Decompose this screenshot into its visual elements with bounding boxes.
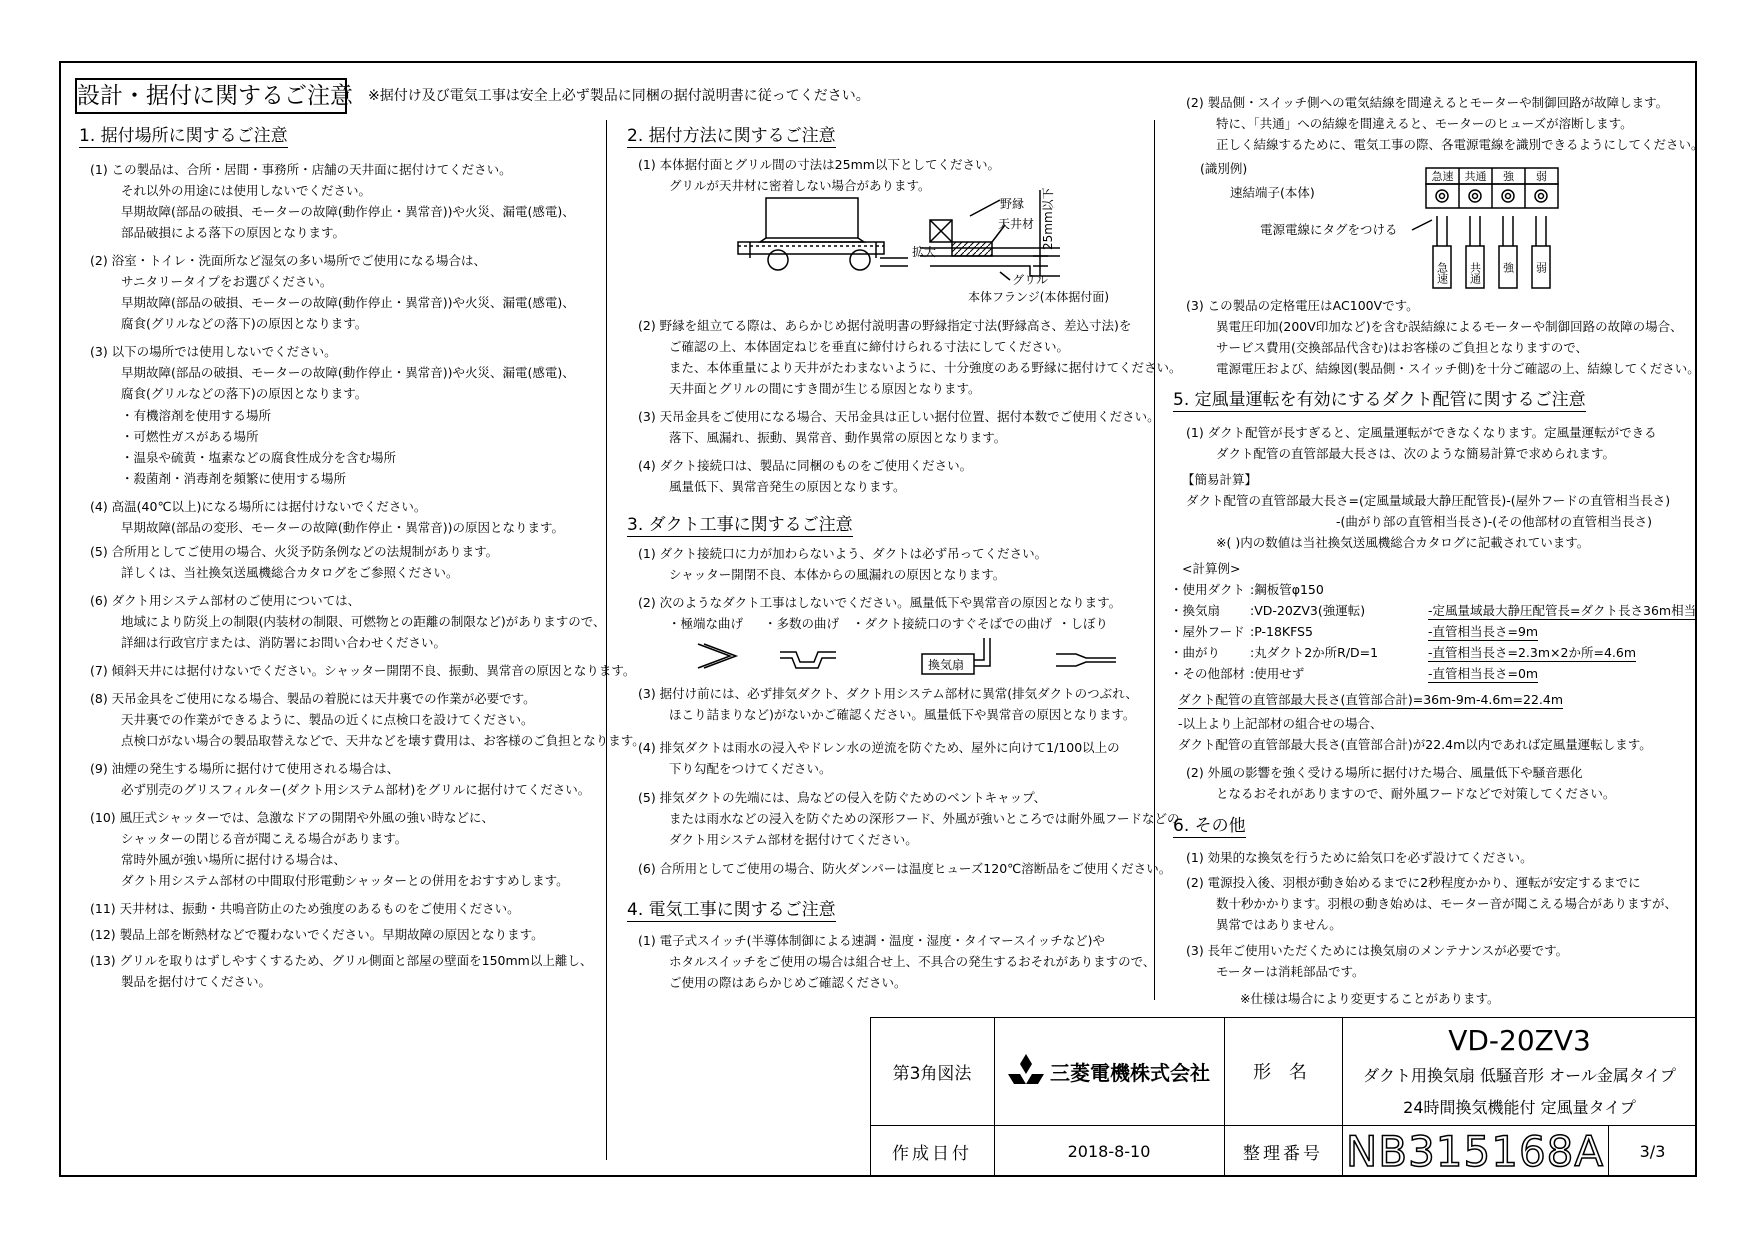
doc-number: NB315168A xyxy=(1345,1126,1605,1176)
calc-v: :VD-20ZV3(強運転) xyxy=(1250,603,1366,618)
label-grille: グリル xyxy=(1012,273,1049,287)
text-line: シャッター開閉不良、本体からの風漏れの原因となります。 xyxy=(669,567,1006,582)
duct-example-label: ・しぼり xyxy=(1058,616,1109,631)
text-line: ダクト配管の直管部最大長さは、次のような簡易計算で求められます。 xyxy=(1216,446,1616,461)
calc-v: :P-18KFS5 xyxy=(1250,624,1313,639)
constriction-icon xyxy=(1056,654,1116,658)
text-line: (2) 次のようなダクト工事はしないでください。風量低下や異常音の原因となります。 xyxy=(638,595,1122,610)
multi-bend-icon xyxy=(780,652,836,662)
text-line: (3) 以下の場所では使用しないでください。 xyxy=(90,344,337,359)
text-line: (2) 外風の影響を強く受ける場所に据付けた場合、風量低下や騒音悪化 xyxy=(1186,765,1583,780)
section-title-4: 4. 電気工事に関するご注意 xyxy=(627,900,836,920)
text-line: 天井裏での作業ができるように、製品の近くに点検口を設けてください。 xyxy=(121,712,534,727)
calc-r: -直管相当長さ=9m xyxy=(1428,624,1539,639)
section-title-6: 6. その他 xyxy=(1173,816,1246,836)
header-note: ※据付け及び電気工事は安全上必ず製品に同梱の据付説明書に従ってください。 xyxy=(368,88,870,104)
text-line: (4) 高温(40℃以上)になる場所には据付けないでください。 xyxy=(90,499,427,514)
text-line: (2) 浴室・トイレ・洗面所など湿気の多い場所でご使用になる場合は、 xyxy=(90,253,487,268)
text-line: 早期故障(部品の破損、モーターの故障(動作停止・異常音))や火災、漏電(感電)、 xyxy=(121,295,575,310)
text-line: (1) ダクト配管が長すぎると、定風量運転ができなくなります。定風量運転ができる xyxy=(1186,425,1657,440)
projection-method: 第3角図法 xyxy=(892,1063,972,1084)
section-title-5: 5. 定風量運転を有効にするダクト配管に関するご注意 xyxy=(1173,390,1586,410)
text-line: (6) 合所用としてご使用の場合、防火ダンパーは温度ヒューズ120℃溶断品をご使用ください。 xyxy=(638,861,1172,876)
text-line: (1) 本体据付面とグリル間の寸法は25mm以下としてください。 xyxy=(638,157,1000,172)
text-line: 風量低下、異常音発生の原因となります。 xyxy=(669,479,906,494)
text-line: <計算例> xyxy=(1182,561,1241,576)
section-title-1: 1. 据付場所に関するご注意 xyxy=(79,126,288,146)
mitsubishi-logo-icon xyxy=(1008,1054,1044,1088)
terminal-header-4: 弱 xyxy=(1536,170,1547,183)
calc-k: ・使用ダクト xyxy=(1170,582,1246,597)
text-line: (12) 製品上部を断熱材などで覆わないでください。早期故障の原因となります。 xyxy=(90,927,544,942)
company-name: 三菱電機株式会社 xyxy=(1050,1060,1210,1085)
calc-v: :丸ダクト2か所R/D=1 xyxy=(1250,645,1379,660)
terminal-header-3: 強 xyxy=(1503,170,1514,183)
text-line: シャッターの閉じる音が聞こえる場合があります。 xyxy=(121,831,408,846)
doc-number-label: 整理番号 xyxy=(1243,1143,1323,1164)
text-line: 正しく結線するために、電気工事の際、各電源電線を識別できるようにしてください。 xyxy=(1216,137,1704,152)
text-line: ホタルスイッチをご使用の場合は組合せ上、不具合の発生するおそれがありますので、 xyxy=(669,954,1156,969)
text-line: ご確認の上、本体固定ねじを垂直に締付けられる寸法にしてください。 xyxy=(669,339,1070,354)
text-line: 部品破損による落下の原因となります。 xyxy=(121,225,346,240)
model-label: 形 名 xyxy=(1253,1062,1313,1083)
company-logo xyxy=(994,1017,1224,1125)
text-line: (3) 据付け前には、必ず排気ダクト、ダクト用システム部材に異常(排気ダクトのつぶれ、 xyxy=(638,686,1138,701)
text-line: 異常ではありません。 xyxy=(1216,917,1342,932)
text-line: サニタリータイプをお選びください。 xyxy=(121,274,333,289)
calc-k: ・屋外フード xyxy=(1170,624,1245,639)
text-line: (1) この製品は、合所・居間・事務所・店舗の天井面に据付けてください。 xyxy=(90,162,512,177)
text-line: ダクト配管の直管部最大長さ=(定風量域最大静圧配管長)-(屋外フードの直管相当長さ) xyxy=(1186,493,1671,508)
text-line: サービス費用(交換部品代含む)はお客様のご負担となりますので、 xyxy=(1216,340,1589,355)
text-line: 常時外風が強い場所に据付ける場合は、 xyxy=(121,852,347,867)
text-line: (9) 油煙の発生する場所に据付けて使用される場合は、 xyxy=(90,761,400,776)
duct-example-label: ・多数の曲げ xyxy=(764,616,840,631)
calc-k: ・その他部材 xyxy=(1170,666,1246,681)
calc-v: :使用せず xyxy=(1250,666,1305,681)
text-line: 詳しくは、当社換気送風機総合カタログをご参照ください。 xyxy=(121,565,459,580)
text-line: グリルが天井材に密着しない場合があります。 xyxy=(669,178,931,193)
label-tenjozai: 天井材 xyxy=(998,217,1035,231)
text-line: (2) 電源投入後、羽根が動き始めるまでに2秒程度かかり、運転が安定するまでに xyxy=(1186,875,1641,890)
calc-k: ・換気扇 xyxy=(1170,603,1221,618)
terminal-header-1: 急速 xyxy=(1431,170,1454,183)
text-line: 詳細は行政官庁または、消防署にお問い合わせください。 xyxy=(121,635,447,650)
model-desc-2: 24時間換気機能付 定風量タイプ xyxy=(1403,1097,1636,1117)
text-line: (2) 製品側・スイッチ側への電気結線を間違えるとモーターや制御回路が故障します。 xyxy=(1186,95,1669,110)
text-line: 腐食(グリルなどの落下)の原因となります。 xyxy=(121,386,368,401)
text-line: モーターは消耗部品です。 xyxy=(1216,964,1365,979)
section-title-2: 2. 据付方法に関するご注意 xyxy=(627,126,836,146)
calc-r: -直管相当長さ=2.3m×2か所=4.6m xyxy=(1428,645,1636,660)
tag-label: 電源電線にタグをつける xyxy=(1260,222,1398,237)
calc-r: -定風量域最大静圧配管長=ダクト長さ36m相当 xyxy=(1428,603,1697,618)
text-line: ・可燃性ガスがある場所 xyxy=(121,429,259,444)
duct-examples-figure xyxy=(690,638,1130,680)
zoom-circle-right xyxy=(850,250,870,270)
text-line: (10) 風圧式シャッターでは、急激なドアの開閉や外風の強い時などに、 xyxy=(90,810,495,825)
text-line: 【簡易計算】 xyxy=(1182,472,1258,487)
text-line: 必ず別売のグリスフィルター(ダクト用システム部材)をグリルに据付けてください。 xyxy=(121,782,591,797)
text-line: ダクト用システム部材の中間取付形電動シャッターとの併用をおすすめします。 xyxy=(121,873,569,888)
text-line: (3) この製品の定格電圧はAC100Vです。 xyxy=(1186,298,1419,313)
wire-tag-4: 弱 xyxy=(1534,262,1548,273)
model-desc-1: ダクト用換気扇 低騒音形 オール金属タイプ xyxy=(1362,1065,1677,1085)
text-line: 地域により防災上の制限(内装材の制限、可燃物との距離の制限など)がありますので、 xyxy=(121,614,606,629)
wire-tag-3: 強 xyxy=(1501,262,1515,273)
text-line: 天井面とグリルの間にすき間が生じる原因となります。 xyxy=(669,381,981,396)
wire-tag-1: 急速 xyxy=(1435,262,1449,284)
text-line: ・有機溶剤を使用する場所 xyxy=(121,408,272,423)
text-line: ダクト用システム部材を据付けてください。 xyxy=(669,832,918,847)
text-line: 数十秒かかります。羽根の動き始めは、モーター音が聞こえる場合がありますが、 xyxy=(1216,896,1678,911)
text-line: ほこり詰まりなど)がないかご確認ください。風量低下や異常音の原因となります。 xyxy=(669,707,1136,722)
text-line: (13) グリルを取りはずしやすくするため、グリル側面と部屋の壁面を150mm以上離し、 xyxy=(90,953,593,968)
text-line: または雨水などの浸入を防ぐための深形フード、外風が強いところでは耐外風フードなどの xyxy=(669,811,1180,826)
installation-figure xyxy=(730,180,1140,310)
text-line: 異電圧印加(200V印加など)を含む誤結線によるモーターや制御回路の故障の場合、 xyxy=(1216,319,1683,334)
text-line: 早期故障(部品の破損、モーターの故障(動作停止・異常音))や火災、漏電(感電)、 xyxy=(121,365,575,380)
text-line: 早期故障(部品の変形、モーターの故障(動作停止・異常音))の原因となります。 xyxy=(121,520,565,535)
label-flange: 本体フランジ(本体据付面) xyxy=(968,290,1110,304)
text-line: (5) 合所用としてご使用の場合、火災予防条例などの法規制があります。 xyxy=(90,544,499,559)
column-divider xyxy=(606,120,607,1160)
text-line: -(曲がり部の直管相当長さ)-(その他部材の直管相当長さ) xyxy=(1336,514,1653,529)
text-line: また、本体重量により天井がたわまないように、十分強度のある野縁に据付けてください。 xyxy=(669,360,1182,375)
text-line: (4) ダクト接続口は、製品に同梱のものをご使用ください。 xyxy=(638,458,973,473)
date-label: 作成日付 xyxy=(892,1143,972,1164)
section-title-3: 3. ダクト工事に関するご注意 xyxy=(627,515,853,535)
text-line: 点検口がない場合の製品取替えなどで、天井などを壊す費用は、お客様のご負担となります。 xyxy=(121,733,645,748)
text-line: (11) 天井材は、振動・共鳴音防止のため強度のあるものをご使用ください。 xyxy=(90,901,520,916)
text-line: ・温泉や硫黄・塩素などの腐食性成分を含む場所 xyxy=(121,450,397,465)
fan-body xyxy=(766,198,858,238)
duct-example-label: ・極端な曲げ xyxy=(668,616,744,631)
text-line: (識別例) xyxy=(1200,161,1248,176)
text-line: -以上より上記部材の組合せの場合、 xyxy=(1178,716,1383,731)
text-line: ・殺菌剤・消毒剤を頻繁に使用する場所 xyxy=(121,471,347,486)
ceiling-left xyxy=(738,242,884,254)
text-line: ダクト配管の直管部最大長さ(直管部合計)=36m-9m-4.6m=22.4m xyxy=(1178,692,1563,707)
text-line: 早期故障(部品の破損、モーターの故障(動作停止・異常音))や火災、漏電(感電)、 xyxy=(121,204,575,219)
tenjozai-box xyxy=(952,242,992,256)
calc-k: ・曲がり xyxy=(1170,645,1221,660)
label-dim: 25mm以下 xyxy=(1041,187,1055,250)
text-line: (3) 長年ご使用いただくためには換気扇のメンテナンスが必要です。 xyxy=(1186,943,1569,958)
text-line: それ以外の用途には使用しないでください。 xyxy=(121,183,372,198)
text-line: 落下、風漏れ、振動、異常音、動作異常の原因となります。 xyxy=(669,430,1007,445)
page-title: 設計・据付に関するご注意 xyxy=(75,78,347,114)
duct-fan-label: 換気扇 xyxy=(928,658,965,672)
text-line: (4) 排気ダクトは雨水の浸入やドレン水の逆流を防ぐため、屋外に向けて1/100以上の xyxy=(638,740,1120,755)
zoom-circle-left xyxy=(768,250,788,270)
date-value: 2018-8-10 xyxy=(1067,1141,1151,1161)
text-line: 製品を据付けてください。 xyxy=(121,974,272,989)
text-line: 下り勾配をつけてください。 xyxy=(669,761,832,776)
text-line: (1) 効果的な換気を行うために給気口を必ず設けてください。 xyxy=(1186,850,1533,865)
text-line: (2) 野縁を組立てる際は、あらかじめ据付説明書の野縁指定寸法(野縁高さ、差込寸法)を xyxy=(638,318,1132,333)
text-line: 電源電圧および、結線図(製品側・スイッチ側)を十分ご確認の上、結線してください。 xyxy=(1216,361,1700,376)
model-name: VD-20ZV3 xyxy=(1448,1023,1591,1057)
text-line: ダクト配管の直管部最大長さ(直管部合計)が22.4m以内であれば定風量運転します。 xyxy=(1178,737,1652,752)
text-line: (6) ダクト用システム部材のご使用については、 xyxy=(90,593,361,608)
text-line: (1) ダクト接続口に力が加わらないよう、ダクトは必ず吊ってください。 xyxy=(638,546,1048,561)
calc-v: :鋼板管φ150 xyxy=(1250,582,1324,597)
page-number: 3/3 xyxy=(1639,1141,1666,1161)
text-line: ご使用の際はあらかじめご確認ください。 xyxy=(669,975,907,990)
text-line: 特に、「共通」への結線を間違えると、モーターのヒューズが溶断します。 xyxy=(1216,116,1633,131)
terminal-label: 速結端子(本体) xyxy=(1230,185,1315,200)
terminal-header-2: 共通 xyxy=(1464,170,1487,183)
text-line: (1) 電子式スイッチ(半導体制御による速調・温度・湿度・タイマースイッチなど)や xyxy=(638,933,1106,948)
text-line: (5) 排気ダクトの先端には、鳥などの侵入を防ぐためのベントキャップ、 xyxy=(638,790,1047,805)
text-line: 腐食(グリルなどの落下)の原因となります。 xyxy=(121,316,368,331)
label-kakudai: 拡大 xyxy=(912,245,937,259)
text-line: (8) 天吊金具をご使用になる場合、製品の着脱には天井裏での作業が必要です。 xyxy=(90,691,536,706)
calc-r: -直管相当長さ=0m xyxy=(1428,666,1539,681)
text-line: (3) 天吊金具をご使用になる場合、天吊金具は正しい据付位置、据付本数でご使用ください。 xyxy=(638,409,1160,424)
label-nobuchi: 野縁 xyxy=(1000,197,1025,211)
text-line: ※仕様は場合により変更することがあります。 xyxy=(1240,991,1500,1006)
duct-example-label: ・ダクト接続口のすぐそばでの曲げ xyxy=(852,616,1053,631)
text-line: ※( )内の数値は当社換気送風機総合カタログに記載されています。 xyxy=(1216,535,1590,550)
text-line: (7) 傾斜天井には据付けないでください。シャッター開閉不良、振動、異常音の原因となります。 xyxy=(90,663,636,678)
text-line: となるおそれがありますので、耐外風フードなどで対策してください。 xyxy=(1216,786,1616,801)
wire-tag-2: 共通 xyxy=(1468,262,1482,284)
